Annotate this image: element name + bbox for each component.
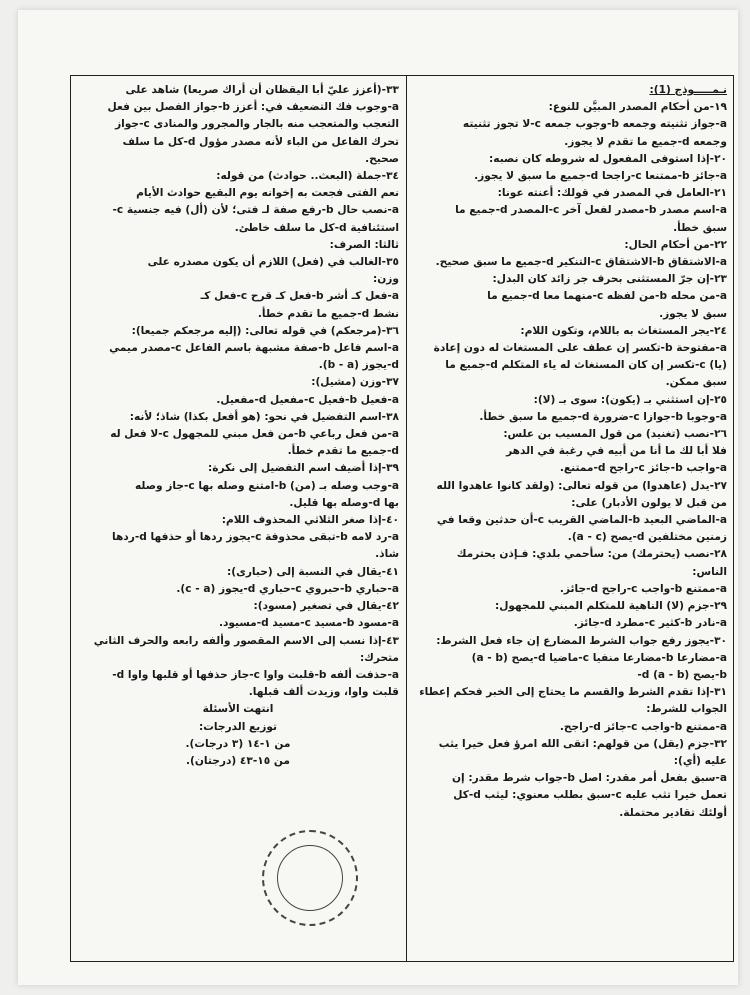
- right-column-line: ٢٦-نصب (تغنيد) من قول المسيب بن علس:: [503, 428, 727, 441]
- left-column-line: d-يجوز (b - a).: [318, 359, 399, 372]
- right-column-line: ٢٠-إذا استوفى المفعول له شروطه كان نصبه:: [489, 152, 727, 165]
- left-column-line: a-مسود b-مسيد c-مسيد d-مسيود.: [218, 617, 399, 630]
- left-column-line: ٤١-يقال في النسبة إلى (حبارى):: [227, 565, 399, 578]
- right-column-line: ٢٩-جزم (لا) الناهية للمتكلم المبني للمجهول:: [494, 600, 727, 613]
- right-column-line: أولئك تقادير محتملة.: [619, 806, 727, 819]
- left-column-line: شاذ.: [375, 548, 399, 561]
- right-column-line: ٢٢-من أحكام الحال:: [624, 238, 727, 251]
- right-column-line: وجمعه d-جميع ما تقدم لا يجوز.: [564, 135, 727, 148]
- left-column-line: ٤٢-يقال في تصغير (مسود):: [253, 600, 399, 613]
- left-column-line: a-حباري b-حبروي c-حباري d-يجوز (c - a).: [176, 582, 399, 595]
- left-column-line: ٣٤-جملة (البعث.. حوادث) من قوله:: [216, 170, 399, 183]
- left-column-line: استئنافية d-كل ما سلف خاطئ.: [234, 221, 399, 234]
- left-column-line: ٣٩-إذا أضيف اسم التفضيل إلى نكرة:: [208, 462, 399, 475]
- right-column-line: a-نادر b-كثير c-مطرد d-جائز.: [573, 617, 727, 630]
- right-column-line: a-مضارعا b-مضارعا منفيا c-ماضيا d-يصح (a - b): [471, 651, 727, 664]
- right-column: [413, 82, 727, 955]
- right-column-line: ٢٥-إن استثني بـ (يكون): سوى بـ (لا):: [533, 393, 727, 406]
- left-column-line: قلبت واوا، وزيدت ألف قبلها.: [248, 686, 399, 699]
- left-column-line: توزيع الدرجات:: [199, 720, 277, 733]
- right-column-line: ٢٨-نصب (يحترمك) من: سأحمي بلدي: فـإذن يحترمك: [456, 548, 727, 561]
- left-column-line: a-نصب حال b-رفع صفة لـ فتى؛ لأن (أل) فيه جنسية c-: [112, 204, 399, 217]
- left-column-line: انتهت الأسئلة: [202, 703, 274, 716]
- right-column-line: ١٩-من أحكام المصدر المبيَّن للنوع:: [548, 101, 727, 114]
- left-column-line: a-رد لامه b-تبقى محذوفة c-يجوز ردها أو حذفها d-ردها: [111, 531, 399, 544]
- right-column-line: تعمل خيرا تثب عليه c-سبق بطلب معنوي: ليثب d-كل: [453, 789, 727, 802]
- right-column-line: زمنين مختلفين d-يصح (a - c).: [567, 531, 727, 544]
- right-column-line: فلا أبا لك ما أنا من أبيه في رغبة في الدهر: [506, 445, 727, 458]
- left-column-line: التعجب والمتعجب منه بالجار والمجرور والمنادى c-جواز: [115, 118, 399, 131]
- left-column-line: ٣٨-اسم التفضيل في نحو: (هو أفعل بكذا) شاذ؛ لأنه:: [129, 410, 399, 423]
- right-column-line: a-واجب b-جائز c-راجح d-ممتنع.: [559, 462, 727, 475]
- left-column-line: a-وجب وصله بـ (من) b-امتنع وصله بها c-جاز وصله: [135, 479, 399, 492]
- left-column-line: نعم الفتى فجعت به إخوانه يوم البقيع حوادث الأيام: [136, 187, 399, 200]
- right-column-line: (يا) c-تكسر إن كان المستغاث له ياء المتكلم d-جميع ما: [445, 359, 727, 372]
- official-stamp: [262, 830, 358, 926]
- right-column-line: a-ممتنع b-واجب c-راجح d-جائز.: [559, 582, 727, 595]
- stamp-inner-ring: [277, 845, 343, 911]
- column-divider: [406, 76, 407, 961]
- right-column-line: الجواب للشرط:: [646, 703, 727, 716]
- left-column-line: تحرك الفاعل من الباء لأنه مصدر مؤول d-كل ما سلف: [122, 135, 399, 148]
- left-column-line: ٣٥-الغالب في (فعل) اللازم أن يكون مصدره على: [147, 256, 399, 269]
- right-column-line: ٣٢-جزم (يقل) من قولهم: اتقى الله امرؤ فعل خيرا يثب: [438, 737, 727, 750]
- right-column-line: a-الاشتقاق b-الاشتقاق c-التنكير d-جميع ما سبق صحيح.: [435, 256, 727, 269]
- left-column-line: ثالثا: الصرف:: [329, 238, 399, 251]
- left-column-line: ٤٠-إذا صغر الثلاثي المحذوف اللام:: [221, 514, 399, 527]
- right-column-line: a-من محله b-من لفظه c-منهما معا d-جميع ما: [487, 290, 727, 303]
- right-column-line: سبق خطأ.: [673, 221, 727, 234]
- right-column-line: a-وجوبا b-جوازا c-ضرورة d-جميع ما سبق خطأ.: [479, 410, 727, 423]
- right-column-line: a-مفتوحة b-تكسر إن عطف على المستغاث له دون إعادة: [433, 342, 727, 355]
- left-column-line: نشط d-جميع ما تقدم خطأ.: [257, 307, 399, 320]
- left-column-line: a-فعل كـ أشر b-فعل كـ قرح c-فعل كـ: [200, 290, 399, 303]
- left-column-line: صحيح.: [365, 152, 399, 165]
- right-column-line: b-يصح (a - b) d-: [637, 668, 727, 681]
- left-column-line: بها d-وصله بها قليل.: [289, 496, 399, 509]
- left-column-line: متحرك:: [359, 651, 399, 664]
- right-column-line: ٢٧-يدل (عاهدوا) من قوله تعالى: (ولقد كانوا عاهدوا الله: [436, 479, 727, 492]
- left-column: [77, 82, 399, 955]
- right-column-line: a-الماضي البعيد b-الماضي القريب c-أن حدثين وقعا في: [436, 514, 727, 527]
- left-column-line: من ١٥-٤٣ (درجتان).: [186, 754, 290, 767]
- right-column-line: ٢١-العامل في المصدر في قولك: أعنته عونا:: [497, 187, 727, 200]
- left-column-line: من ١-١٤ (٣ درجات).: [185, 737, 291, 750]
- left-column-line: d-جميع ما تقدم خطأ.: [287, 445, 399, 458]
- right-column-line: ٢٤-يجر المستغاث به باللام، وتكون اللام:: [520, 324, 727, 337]
- left-column-line: a-من فعل رباعي b-من فعل مبني للمجهول c-لا فعل له: [110, 428, 399, 441]
- exam-frame: [70, 75, 734, 962]
- right-column-line: a-ممتنع b-واجب c-جائز d-راجح.: [559, 720, 727, 733]
- left-column-line: a-فعيل b-فعيل c-مفعيل d-مفعيل.: [216, 393, 399, 406]
- right-column-line: a-اسم مصدر b-مصدر لفعل آخر c-المصدر d-جميع ما: [455, 204, 727, 217]
- left-column-line: ٣٧-وزن (مشيل):: [311, 376, 399, 389]
- right-column-line: a-جواز تثنيته وجمعه b-وجوب جمعه c-لا تجوز تثنيته: [462, 118, 727, 131]
- right-column-line: a-سبق بفعل أمر مقدر: اصل b-جواب شرط مقدر: إن: [451, 772, 727, 785]
- left-column-line: ٤٣-إذا نسب إلى الاسم المقصور وألفه رابعه والحرف الثاني: [93, 634, 399, 647]
- right-column-line: ٣١-إذا تقدم الشرط والقسم ما يحتاج إلى الخبر فحكم إعطاء: [419, 686, 727, 699]
- right-column-line: ٣٠-يجوز رفع جواب الشرط المضارع إن جاء فعل الشرط:: [436, 634, 727, 647]
- right-column-line: عليه (أي):: [673, 754, 727, 767]
- left-column-line: a-وجوب فك التضعيف في: أعزز b-جواز الفصل بين فعل: [107, 101, 399, 114]
- exam-sheet: [18, 10, 738, 985]
- right-column-line: سبق لا يجوز.: [659, 307, 727, 320]
- right-column-line: نـمـــــوذج (1):: [649, 84, 727, 96]
- right-column-line: ٢٣-إن جرّ المستثنى بحرف جر زائد كان البدل:: [492, 273, 727, 286]
- left-column-line: a-حذفت ألفه b-قلبت واوا c-جاز حذفها أو قلبها واوا d-: [112, 668, 399, 681]
- left-column-line: ٣٦-(مرجعكم) في قوله تعالى: (إليه مرجعكم جميعا):: [131, 324, 399, 337]
- left-column-line: وزن:: [373, 273, 399, 286]
- right-column-line: الناس:: [692, 565, 727, 578]
- right-column-line: a-جائز b-ممتنعا c-راجحا d-جميع ما سبق لا يجوز.: [474, 170, 727, 183]
- right-column-line: من قبل لا يولون الأدبار) على:: [571, 496, 727, 509]
- right-column-line: سبق ممكن.: [665, 376, 727, 389]
- left-column-line: a-اسم فاعل b-صفة مشبهة باسم الفاعل c-مصدر ميمي: [109, 342, 399, 355]
- left-column-line: ٣٣-(أعزز عليّ أبا اليقظان أن أراك صريعا) شاهد على: [125, 84, 399, 96]
